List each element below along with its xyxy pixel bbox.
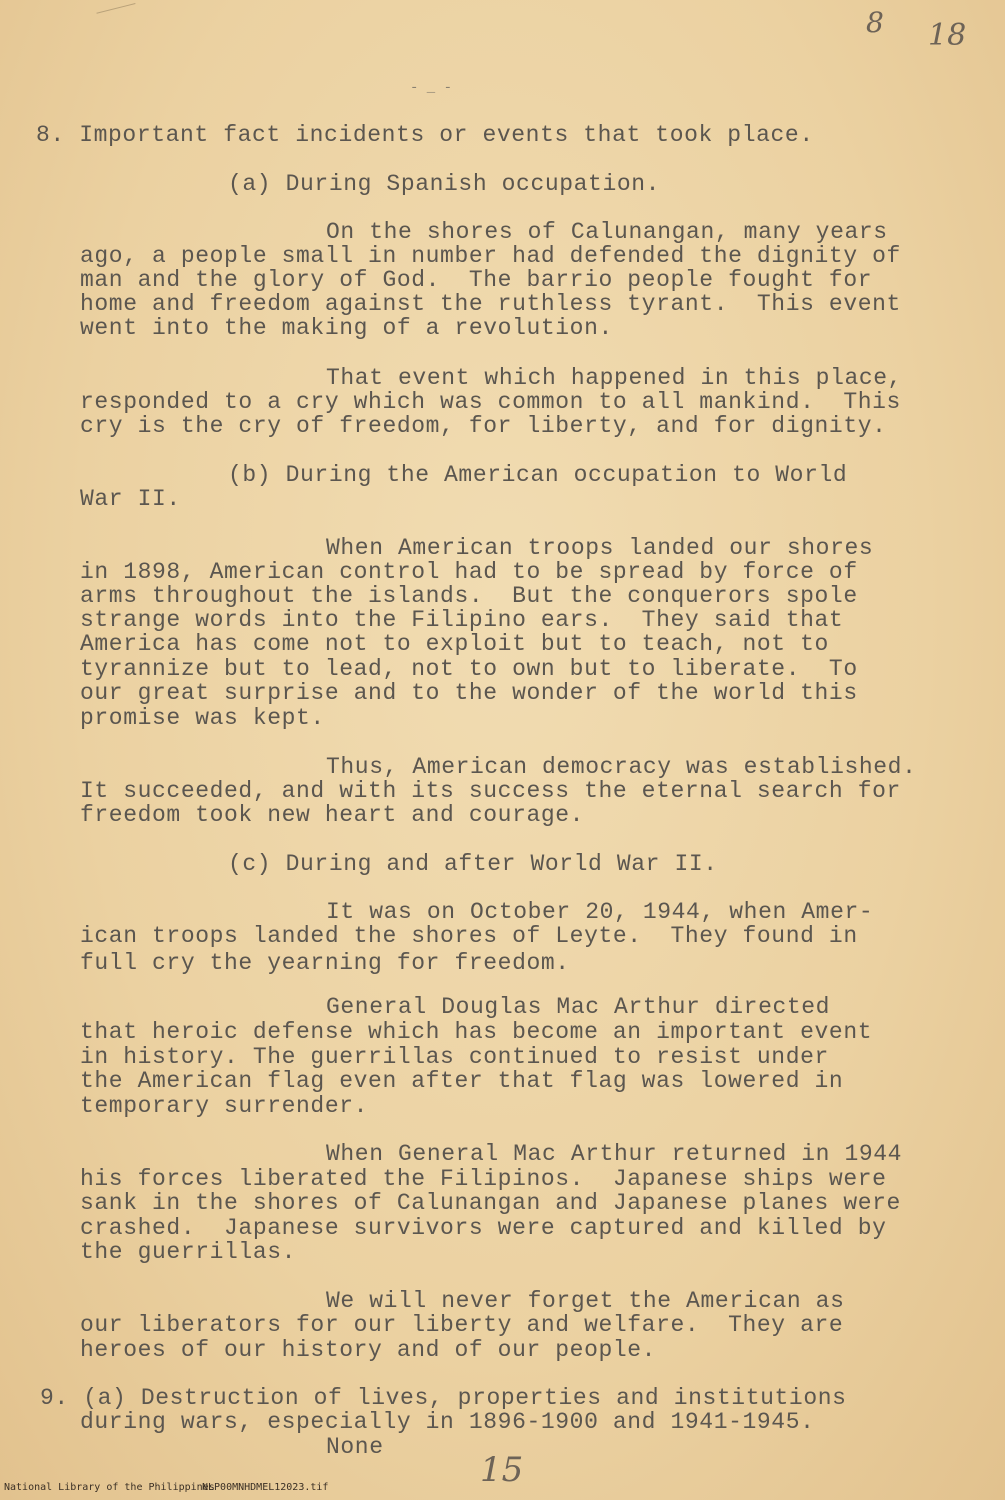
top-dashes: - _ - <box>410 80 453 96</box>
section-9-answer: None <box>326 1434 384 1460</box>
para-a2-line: That event which happened in this place, <box>326 365 903 391</box>
para-c1-line: ican troops landed the shores of Leyte. They found in <box>80 923 858 949</box>
subsection-b-title-cont: War II. <box>80 486 181 512</box>
para-c2-line: that heroic defense which has become an important event <box>80 1019 873 1045</box>
para-b1-line: our great surprise and to the wonder of the world this <box>80 680 858 706</box>
section-9-heading: 9. (a) Destruction of lives, properties and institutions <box>40 1385 847 1411</box>
para-c1-line: full cry the yearning for freedom. <box>80 950 570 976</box>
para-b1-line: strange words into the Filipino ears. They said that <box>80 607 844 633</box>
para-c2-line: in history. The guerrillas continued to resist under <box>80 1044 829 1070</box>
handwritten-page-mark-left: 8 <box>866 6 884 39</box>
para-a2-line: responded to a cry which was common to all mankind. This <box>80 389 901 415</box>
para-b1-line: promise was kept. <box>80 705 325 731</box>
para-b2-line: It succeeded, and with its success the eternal search for <box>80 778 901 804</box>
para-c3-line: the guerrillas. <box>80 1239 297 1265</box>
para-c2-line: the American flag even after that flag was lowered in <box>80 1068 844 1094</box>
para-c2-line: temporary surrender. <box>80 1093 369 1119</box>
para-b2-line: Thus, American democracy was established. <box>326 754 917 780</box>
para-b1-line: in 1898, American control had to be spread by force of <box>80 559 858 585</box>
handwritten-bottom-number: 15 <box>480 1450 524 1490</box>
para-c3-line: When General Mac Arthur returned in 1944 <box>326 1141 903 1167</box>
para-c3-line: crashed. Japanese survivors were captured and killed by <box>80 1215 887 1241</box>
para-c4-line: We will never forget the American as <box>326 1288 845 1314</box>
para-a1-line: ago, a people small in number had defended the dignity of <box>80 243 901 269</box>
para-c1-line: It was on October 20, 1944, when Amer- <box>326 899 874 925</box>
edge-pencil-mark <box>95 0 136 14</box>
para-a1-line: home and freedom against the ruthless tyrant. This event <box>80 291 901 317</box>
para-b1-line: When American troops landed our shores <box>326 535 874 561</box>
footer-library-credit: National Library of the Philippines <box>4 1482 215 1493</box>
para-b2-line: freedom took new heart and courage. <box>80 802 585 828</box>
para-c3-line: sank in the shores of Calunangan and Japanese planes were <box>80 1190 901 1216</box>
section-8-heading: 8. Important fact incidents or events that took place. <box>36 122 814 148</box>
para-b1-line: America has come not to exploit but to teach, not to <box>80 631 829 657</box>
para-a1-line: man and the glory of God. The barrio people fought for <box>80 267 873 293</box>
para-a1-line: On the shores of Calunangan, many years <box>326 219 888 245</box>
subsection-a-title: (a) During Spanish occupation. <box>228 171 661 197</box>
para-c4-line: heroes of our history and of our people. <box>80 1337 657 1363</box>
para-c3-line: his forces liberated the Filipinos. Japanese ships were <box>80 1166 887 1192</box>
section-9-line: during wars, especially in 1896-1900 and 1941-1945. <box>80 1409 815 1435</box>
para-a1-line: went into the making of a revolution. <box>80 315 613 341</box>
subsection-c-title: (c) During and after World War II. <box>228 851 718 877</box>
subsection-b-title: (b) During the American occupation to World <box>228 462 848 488</box>
para-c4-line: our liberators for our liberty and welfare. They are <box>80 1312 844 1338</box>
para-c2-line: General Douglas Mac Arthur directed <box>326 994 831 1020</box>
para-b1-line: arms throughout the islands. But the conquerors spole <box>80 583 858 609</box>
footer-file-name: NLP00MNHDMEL12023.tif <box>202 1482 329 1493</box>
para-b1-line: tyrannize but to lead, not to own but to liberate. To <box>80 656 858 682</box>
handwritten-page-mark-right: 18 <box>928 18 967 53</box>
para-a2-line: cry is the cry of freedom, for liberty, and for dignity. <box>80 413 887 439</box>
